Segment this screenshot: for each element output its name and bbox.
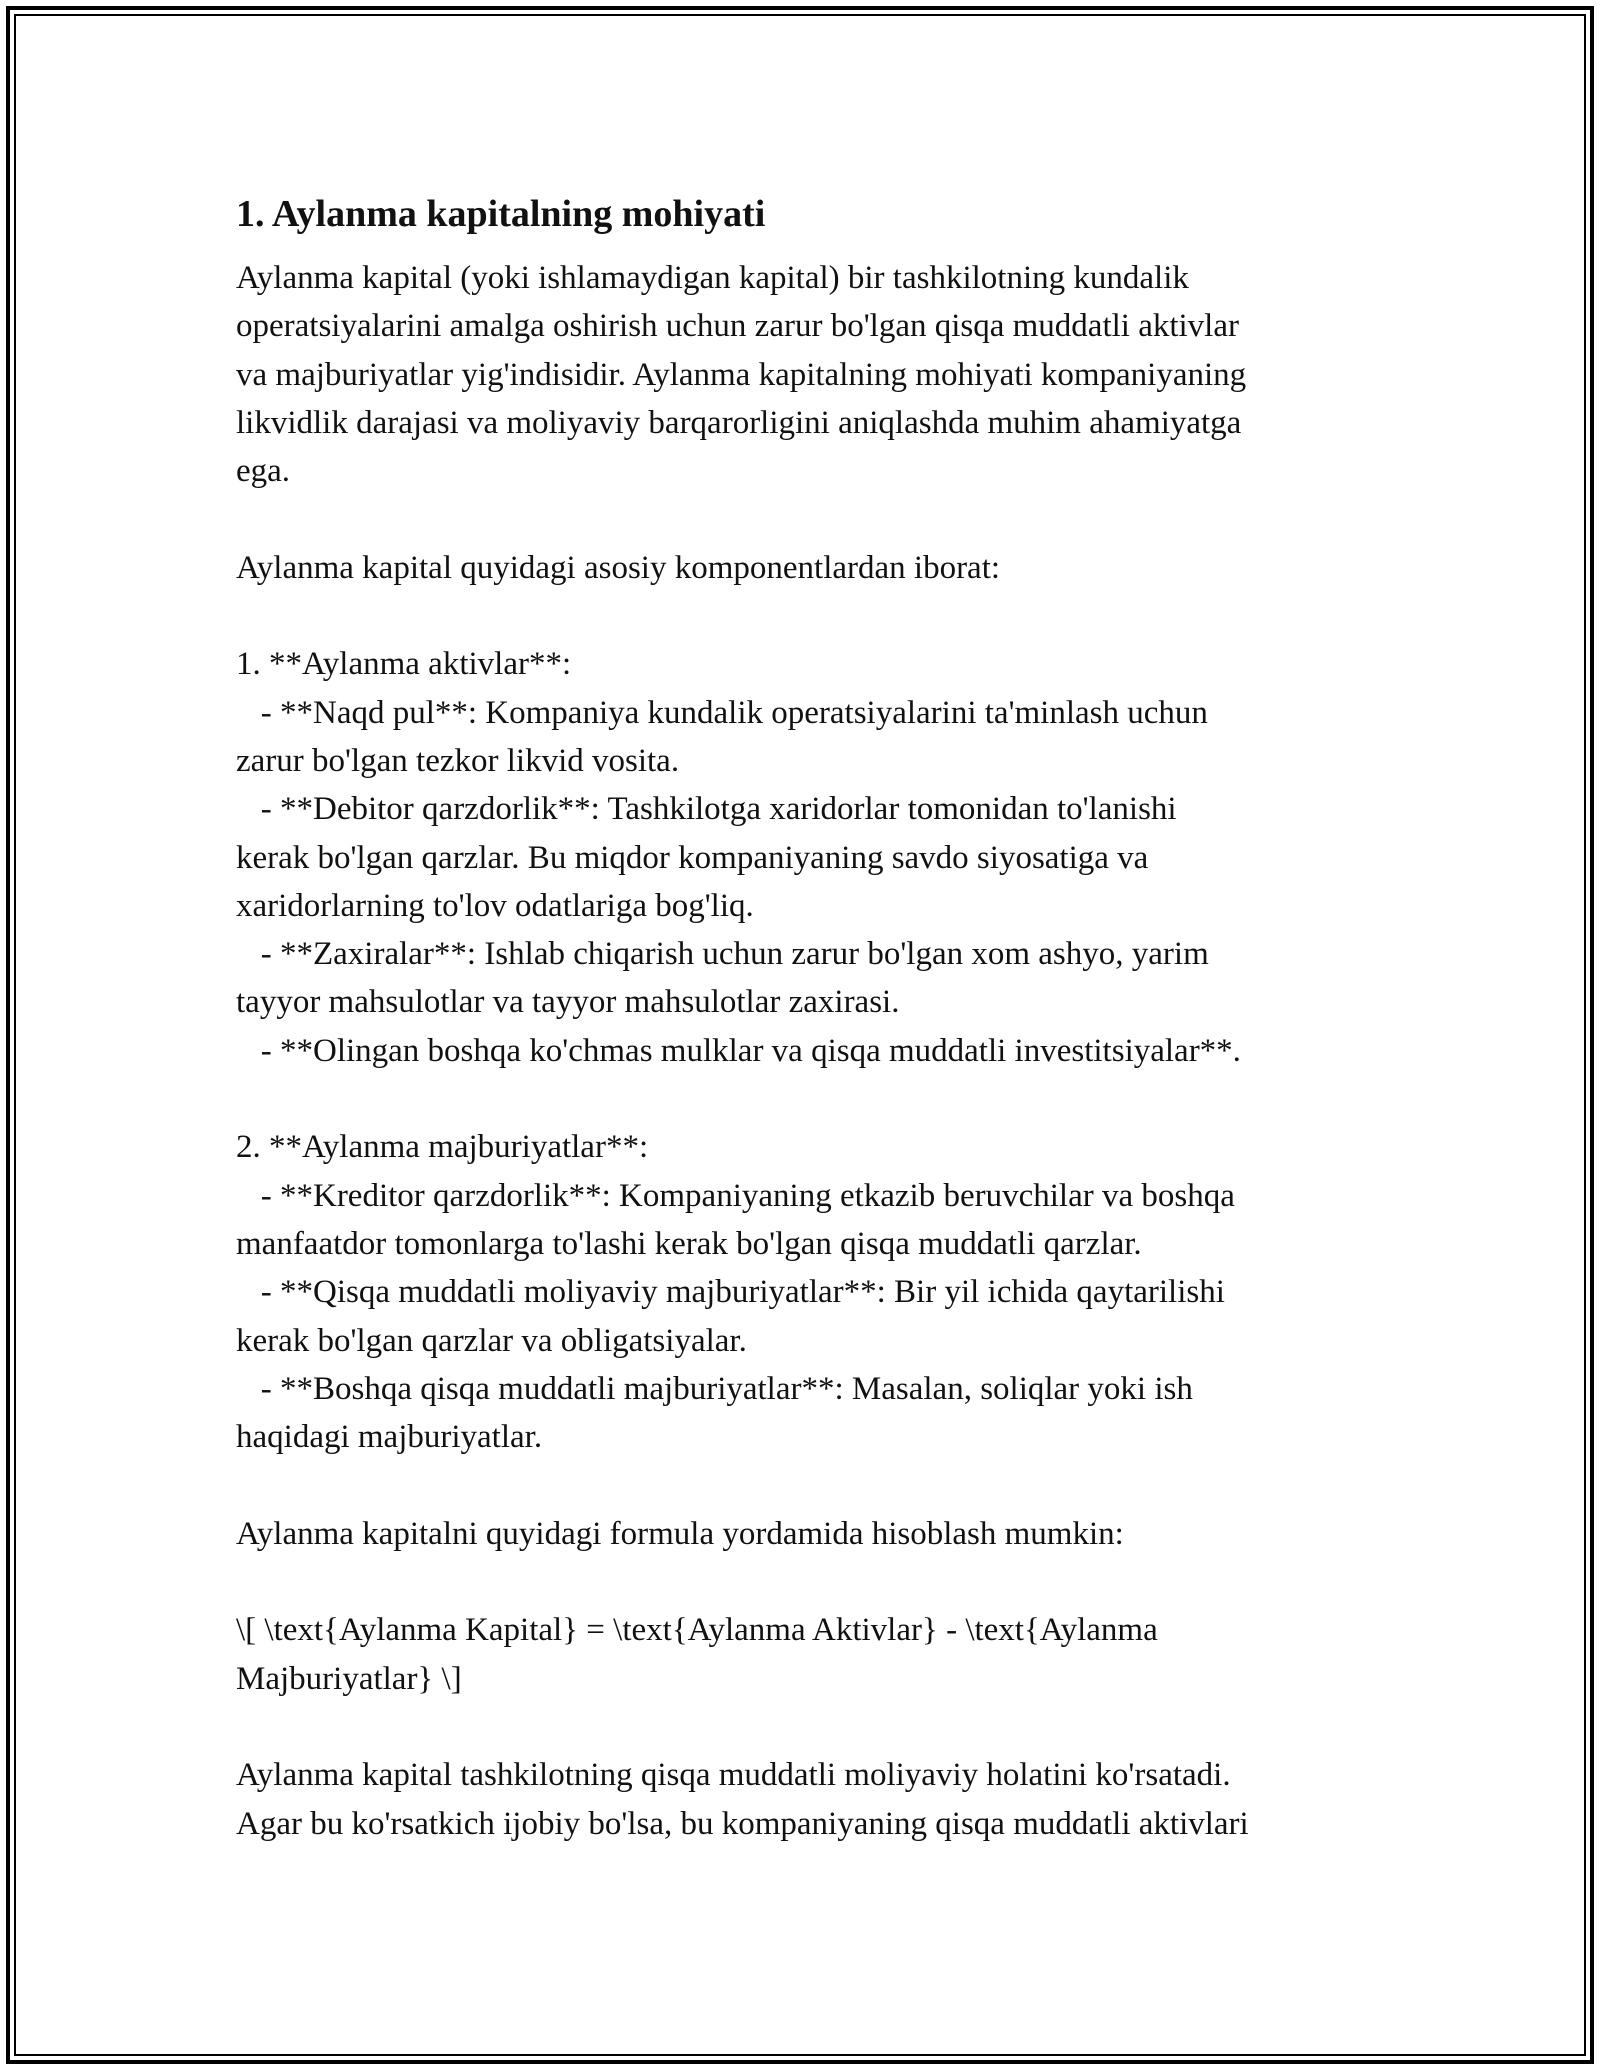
text-line: 2. **Aylanma majburiyatlar**: [236, 1129, 649, 1166]
blank-line [236, 1703, 1386, 1751]
text-line: Aylanma kapital tashkilotning qisqa muddatli moliyaviy holatini ko'rsatadi. [236, 1757, 1231, 1794]
text-line: zarur bo'lgan tezkor likvid vosita. [236, 742, 680, 779]
document-body [236, 186, 1386, 1848]
section-heading: 1. Aylanma kapitalning mohiyati [236, 193, 766, 235]
text-line: - **Zaxiralar**: Ishlab chiqarish uchun zarur bo'lgan xom ashyo, yarim [236, 936, 1209, 973]
text-line: Aylanma kapital (yoki ishlamaydigan kapital) bir tashkilotning kundalik [236, 260, 1189, 296]
blank-line [236, 495, 1386, 543]
text-line: - **Naqd pul**: Kompaniya kundalik operatsiyalarini ta'minlash uchun [236, 694, 1208, 731]
blank-line [236, 1558, 1386, 1606]
text-line: \[ \text{Aylanma Kapital} = \text{Aylanma Aktivlar} - \text{Aylanma [236, 1612, 1158, 1649]
text-line: - **Debitor qarzdorlik**: Tashkilotga xaridorlar tomonidan to'lanishi [236, 791, 1177, 828]
text-line: tayyor mahsulotlar va tayyor mahsulotlar zaxirasi. [236, 984, 900, 1021]
text-line: Agar bu ko'rsatkich ijobiy bo'lsa, bu kompaniyaning qisqa muddatli aktivlari [236, 1805, 1249, 1842]
text-line: likvidlik darajasi va moliyaviy barqarorligini aniqlashda muhim ahamiyatga [236, 404, 1242, 441]
text-line: kerak bo'lgan qarzlar va obligatsiyalar. [236, 1322, 747, 1359]
text-line: haqidagi majburiyatlar. [236, 1419, 543, 1456]
text-line: - **Kreditor qarzdorlik**: Kompaniyaning etkazib beruvchilar va boshqa [236, 1177, 1235, 1214]
text-line: operatsiyalarini amalga oshirish uchun zarur bo'lgan qisqa muddatli aktivlar [236, 308, 1239, 345]
text-line: - **Olingan boshqa ko'chmas mulklar va qisqa muddatli investitsiyalar**. [236, 1032, 1241, 1069]
text-line: - **Qisqa muddatli moliyaviy majburiyatlar**: Bir yil ichida qaytarilishi [236, 1274, 1225, 1311]
text-line: manfaatdor tomonlarga to'lashi kerak bo'lgan qisqa muddatli qarzlar. [236, 1225, 1142, 1262]
text-line: Aylanma kapital quyidagi asosiy komponentlardan iborat: [236, 549, 1001, 586]
paragraph-lines [236, 254, 1386, 1848]
text-line: 1. **Aylanma aktivlar**: [236, 646, 572, 683]
blank-line [236, 1461, 1386, 1509]
blank-line [236, 1075, 1386, 1123]
text-line: Majburiyatlar} \] [236, 1660, 462, 1697]
text-line: ega. [236, 453, 291, 490]
text-line: kerak bo'lgan qarzlar. Bu miqdor kompaniyaning savdo siyosatiga va [236, 839, 1149, 876]
text-line: va majburiyatlar yig'indisidir. Aylanma kapitalning mohiyati kompaniyaning [236, 356, 1247, 393]
text-line: - **Boshqa qisqa muddatli majburiyatlar**: Masalan, soliqlar yoki ish [236, 1370, 1193, 1407]
blank-line [236, 592, 1386, 640]
text-line: Aylanma kapitalni quyidagi formula yordamida hisoblash mumkin: [236, 1515, 1124, 1552]
text-line: xaridorlarning to'lov odatlariga bog'liq. [236, 887, 754, 924]
